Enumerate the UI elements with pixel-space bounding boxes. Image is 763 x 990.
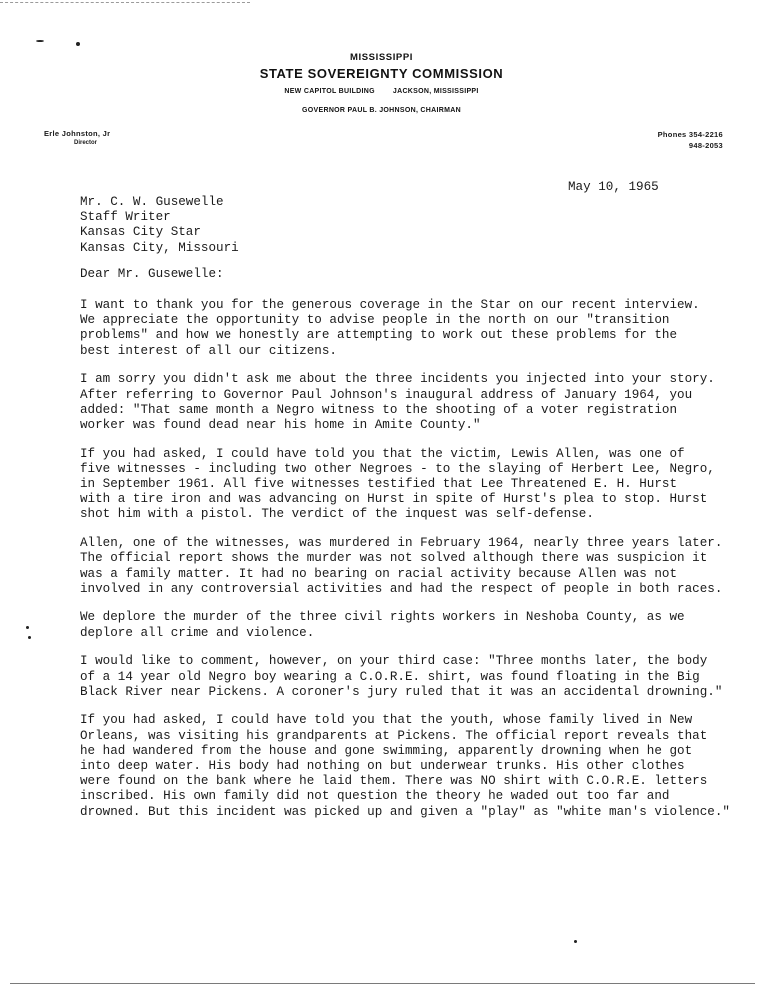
paragraph: I want to thank you for the generous coverage in the Star on our recent interview. We appreciate the opportunity to advise people in the north on our "transition problems" and how we honestly are attempting to work out these problems for the best interest of all our citizens. — [80, 298, 700, 358]
paragraph: I would like to comment, however, on your third case: "Three months later, the body of a 14 year old Negro boy wearing a C.O.R.E. shirt, was found floating in the Big Black River near Pickens. A coroner's jury ruled that it was an accidental drowning." — [80, 654, 723, 699]
director-name: Erle Johnston, Jr — [44, 129, 111, 138]
paragraph: If you had asked, I could have told you that the youth, whose family lived in New Orleans, was visiting his grandparents at Pickens. The official report reveals that he had wandered from the house and gone swimming, apparently drowning when he got into deep water. His body had nothing on but underwear trunks. His other clothes were found on the bank where he laid them. There was NO shirt with C.O.R.E. letters inscribed. His own family did not question the theory he waded out too far and drowned. But this incident was picked up and given a "play" as "white man's violence." — [80, 713, 730, 819]
phone-number-2: 948-2053 — [688, 141, 723, 150]
paragraph: If you had asked, I could have told you that the victim, Lewis Allen, was one of five witnesses - including two other Negroes - to the slaying of Herbert Lee, Negro, in September 1961. All five witnesses testified that Lee Threatened E. H. Hurst with a tire iron and was advancing on Hurst in spite of Hurst's plea to stop. Hurst shot him with a pistol. The verdict of the inquest was self-defense. — [80, 446, 715, 522]
recipient-organization: Kansas City Star — [80, 225, 201, 240]
paragraph: Allen, one of the witnesses, was murdered in February 1964, nearly three years later. The official report shows the murder was not solved although there was suspicion it was a family matter. It had no bearing on racial activity because Allen was not involved in any controversial activities and had the respect of people in both races. — [80, 536, 723, 596]
top-edge-mark — [0, 2, 250, 3]
salutation: Dear Mr. Gusewelle: — [80, 267, 224, 281]
paragraph: I am sorry you didn't ask me about the three incidents you injected into your story. After referring to Governor Paul Johnson's inaugural address of January 1964, you added: "That same month a Negro witness to the shooting of a voter registration worker was found dead near his home in Amite County." — [80, 372, 715, 432]
letterhead-agency: STATE SOVEREIGNTY COMMISSION — [259, 66, 504, 81]
scan-speck — [28, 636, 31, 639]
letterhead-governor: GOVERNOR PAUL B. JOHNSON, CHAIRMAN — [302, 107, 461, 114]
phones-block — [658, 129, 723, 151]
letter-date: May 10, 1965 — [568, 180, 659, 194]
recipient-address — [80, 195, 239, 256]
director-title: Director — [74, 140, 98, 146]
scan-speck — [76, 42, 80, 46]
letterhead-building: NEW CAPITOL BUILDING — [284, 88, 375, 95]
director-block — [44, 129, 110, 146]
phone-number-1: Phones 354-2216 — [657, 130, 723, 139]
letter-body — [80, 298, 740, 833]
recipient-title: Staff Writer — [80, 210, 171, 225]
bottom-edge-line — [10, 983, 755, 984]
letterhead-address — [0, 88, 763, 95]
paragraph: We deplore the murder of the three civil rights workers in Neshoba County, as we deplore all crime and violence. — [80, 610, 685, 640]
scan-speck — [574, 940, 577, 943]
scan-speck — [26, 626, 29, 629]
recipient-name: Mr. C. W. Gusewelle — [80, 195, 224, 209]
recipient-city: Kansas City, Missouri — [80, 240, 239, 255]
scan-speck — [36, 40, 44, 42]
letterhead-city: JACKSON, MISSISSIPPI — [392, 88, 479, 95]
letterhead-state: MISSISSIPPI — [349, 52, 414, 63]
